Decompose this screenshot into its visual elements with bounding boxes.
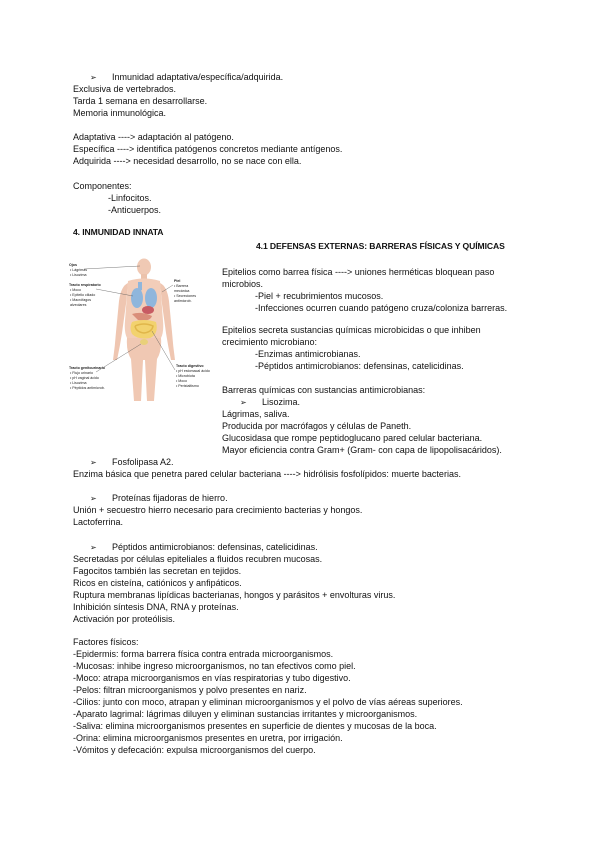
definition-line: Adquirida ----> necesidad desarrollo, no se nace con ella. (73, 156, 302, 166)
label-text: • Péptidos antimicrob. (70, 386, 105, 390)
list-item: -Epidermis: forma barrera física contra entrada microorganismos. (73, 649, 334, 659)
text-line: -Piel + recubrimientos mucosos. (255, 291, 384, 301)
label-text: • Barrera (174, 284, 189, 288)
component-item: -Linfocitos. (108, 193, 152, 203)
label-text: • Moco (176, 379, 188, 383)
body-barriers-figure (66, 256, 220, 402)
label-text: • Lisozima (70, 273, 87, 277)
label-text: • Microbiota (176, 374, 195, 378)
label-text: • Peristaltismo (176, 384, 199, 388)
text-line: Epitelios como barrea física ----> uniones herméticas bloquean paso (222, 267, 495, 277)
text-line: -Infecciones ocurren cuando patógeno cruza/coloniza barreras. (255, 303, 508, 313)
components-title: Componentes: (73, 181, 132, 191)
text-line: crecimiento microbiano: (222, 337, 318, 347)
definition-line: Adaptativa ----> adaptación al patógeno. (73, 132, 234, 142)
label-text: • Moco (70, 288, 82, 292)
label-text: • pH estomacal ácido (176, 369, 210, 373)
text-line: -Enzimas antimicrobianas. (255, 349, 361, 359)
label-text: • Epitelio ciliado (70, 293, 96, 297)
arrow-bullet-icon: ➢ (90, 73, 97, 82)
list-item: -Mucosas: inhibe ingreso microorganismos, no tan efectivos como piel. (73, 661, 356, 671)
arrow-bullet-icon: ➢ (90, 458, 97, 467)
text-line: Barreras químicas con sustancias antimicrobianas: (222, 385, 426, 395)
label-digestivo: Tracto digestivo (176, 364, 204, 368)
text-line: Epitelios secreta sustancias químicas microbicidas o que inhiben (222, 325, 481, 335)
text-line: Producida por macrófagos y células de Paneth. (222, 421, 412, 431)
arrow-bullet-icon: ➢ (90, 494, 97, 503)
label-text: antimicrob. (174, 299, 192, 303)
label-text: • pH vaginal ácido (70, 376, 99, 380)
text-line: Exclusiva de vertebrados. (73, 84, 177, 94)
text-line: Memoria inmunológica. (73, 108, 167, 118)
text-line: Glucosidasa que rompe peptidoglucano pared celular bacteriana. (222, 433, 483, 443)
text-line: Mayor eficiencia contra Gram+ (Gram- con capa de lipopolisacáridos). (222, 445, 502, 455)
peptides-heading: ➢ Péptidos antimicrobianos: defensinas, catelicidinas. (90, 542, 318, 552)
label-text: mecánica (174, 289, 190, 293)
subsection-heading: 4.1 DEFENSAS EXTERNAS: BARRERAS FÍSICAS Y QUÍMICAS (256, 241, 505, 251)
component-item: -Anticuerpos. (108, 205, 162, 215)
arrow-bullet-icon: ➢ (90, 543, 97, 552)
section-heading: 4. INMUNIDAD INNATA (73, 227, 164, 237)
definition-line: Específica ----> identifica patógenos concretos mediante antígenos. (73, 144, 343, 154)
phospholipase-heading: ➢ Fosfolipasa A2. (90, 457, 174, 467)
list-item: -Orina: elimina microorganismos presentes en uretra, por irrigación. (73, 733, 343, 743)
text-line: Inhibición síntesis DNA, RNA y proteínas. (73, 602, 239, 612)
list-item: -Vómitos y defecación: expulsa microorganismos del cuerpo. (73, 745, 316, 755)
text-line: Unión + secuestro hierro necesario para crecimiento bacterias y hongos. (73, 505, 363, 515)
list-item: -Cilios: junto con moco, atrapan y eliminan microorganismos y el polvo de vías aéreas superiores. (73, 697, 463, 707)
label-text: • Lágrimas (70, 268, 88, 272)
text-line: Fagocitos también las secretan en tejidos. (73, 566, 242, 576)
iron-proteins-heading: ➢ Proteínas fijadoras de hierro. (90, 493, 228, 503)
text-line: Lágrimas, saliva. (222, 409, 290, 419)
label-text: • Flujo urinario (70, 371, 94, 375)
text-line: Lactoferrina. (73, 517, 124, 527)
physical-factors-title: Factores físicos: (73, 637, 139, 647)
text-line: -Péptidos antimicrobianos: defensinas, catelicidinas. (255, 361, 464, 371)
label-text: • Macrófagos (70, 298, 92, 302)
label-genitourinario: Tracto genitourinario (69, 366, 105, 370)
text-line: Ruptura membranas lipídicas bacterianas, hongos y parásitos + envolturas virus. (73, 590, 396, 600)
list-item: -Pelos: filtran microorganismos y polvo presentes en nariz. (73, 685, 307, 695)
list-item: -Aparato lagrimal: lágrimas diluyen y eliminan sustancias irritantes y microorganismos. (73, 709, 418, 719)
list-item: -Moco: atrapa microorganismos en vías respiratorias y tubo digestivo. (73, 673, 351, 683)
lysozyme-heading: ➢ Lisozima. (240, 397, 301, 407)
list-item: -Saliva: elimina microorganismos presentes en superficie de dientes y mucosas de la boca. (73, 721, 437, 731)
text-line: Activación por proteólisis. (73, 614, 176, 624)
text-line: Secretadas por células epiteliales a fluidos recubren mucosas. (73, 554, 323, 564)
label-text: • Secreciones (174, 294, 197, 298)
label-text: alveolares (70, 303, 87, 307)
label-respiratorio: Tracto respiratorio (69, 283, 101, 287)
arrow-bullet-icon: ➢ (240, 398, 247, 407)
text-line: Tarda 1 semana en desarrollarse. (73, 96, 208, 106)
label-ojos: Ojos (69, 263, 77, 267)
text-line: Enzima básica que penetra pared celular bacteriana ----> hidrólisis fosfolípidos: muerte bacterias. (73, 469, 461, 479)
label-piel: Piel (174, 279, 181, 283)
label-text: • Lisozima (70, 381, 87, 385)
text-line: Ricos en cisteína, catiónicos y anfipáticos. (73, 578, 242, 588)
adaptive-immunity-heading: ➢ Inmunidad adaptativa/específica/adquirida. (90, 72, 284, 82)
text-line: microbios. (222, 279, 264, 289)
